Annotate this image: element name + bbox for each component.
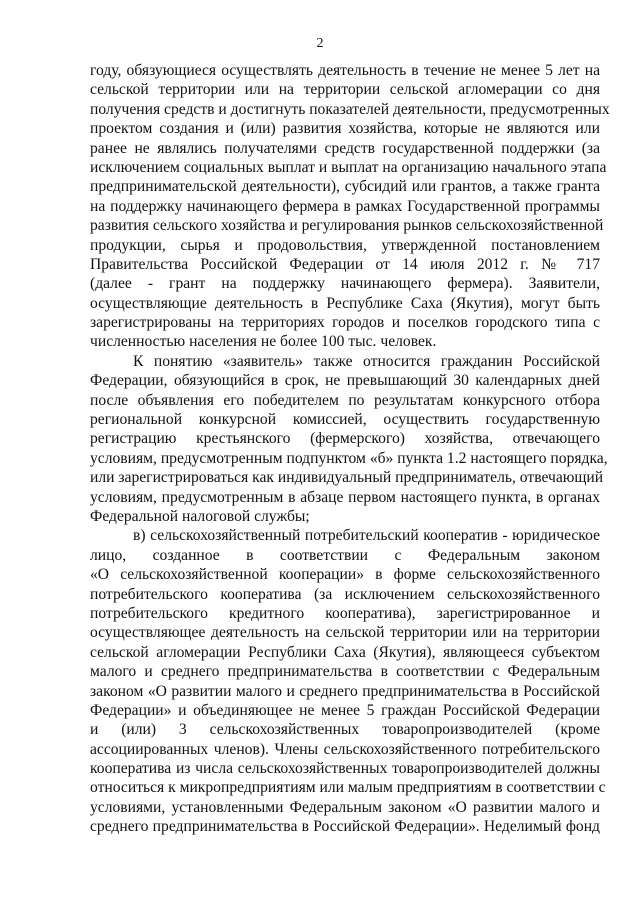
- text-line: региональной конкурсной комиссией, осуществить государственную: [90, 411, 600, 429]
- paragraph: [90, 61, 610, 352]
- text-line: осуществляющее деятельность на сельской территории или на территории: [90, 624, 600, 642]
- text-line: сельской агломерации Республики Саха (Якутия), являющееся субъектом: [90, 643, 600, 661]
- text-line: в) сельскохозяйственный потребительский кооператив - юридическое: [133, 527, 600, 545]
- text-line: осуществляющие деятельность в Республике Саха (Якутия), могут быть: [90, 294, 600, 312]
- text-line: регистрацию крестьянского (фермерского) хозяйства, отвечающего: [90, 430, 600, 448]
- text-line: ассоциированных членов). Члены сельскохозяйственного потребительского: [90, 740, 600, 758]
- text-line: условиям, предусмотренным в абзаце первом настоящего пункта, в органах: [90, 488, 600, 506]
- text-line: году, обязующиеся осуществлять деятельность в течение не менее 5 лет на: [90, 62, 600, 79]
- text-line: «О сельскохозяйственной кооперации» в форме сельскохозяйственного: [90, 566, 600, 584]
- text-line: К понятию «заявитель» также относится гражданин Российской: [133, 352, 600, 370]
- paragraph: [90, 352, 608, 527]
- text-line: на поддержку начинающего фермера в рамках Государственной программы: [90, 197, 600, 215]
- text-line: потребительского кооператива (за исключением сельскохозяйственного: [90, 585, 600, 603]
- text-line: предпринимательской деятельности), субсидий или грантов, а также гранта: [90, 178, 600, 196]
- text-line: развития сельского хозяйства и регулирования рынков сельскохозяйственной: [90, 217, 604, 235]
- text-line: Федеральной налоговой службы;: [90, 507, 310, 525]
- text-line: и (или) 3 сельскохозяйственных товаропроизводителей (кроме: [90, 721, 600, 739]
- text-line: потребительского кредитного кооператива), зарегистрированное и: [90, 604, 600, 622]
- text-line: ранее не являлись получателями средств государственной поддержки (за: [90, 139, 600, 157]
- text-line: законом «О развитии малого и среднего предпринимательства в Российской: [90, 682, 600, 700]
- text-line: среднего предпринимательства в Российской Федерации». Неделимый фонд: [90, 818, 600, 836]
- text-line: после объявления его победителем по результатам конкурсного отбора: [90, 391, 600, 409]
- page-number: 2: [316, 36, 324, 51]
- text-line: исключением социальных выплат и выплат на организацию начального этапа: [90, 158, 607, 176]
- text-line: зарегистрированы на территориях городов и поселков городского типа с: [90, 314, 600, 332]
- text-line: или зарегистрироваться как индивидуальный предприниматель, отвечающий: [90, 469, 604, 487]
- text-line: проектом создания и (или) развития хозяйства, которые не являются или: [90, 120, 600, 138]
- text-line: (далее - грант на поддержку начинающего фермера). Заявители,: [90, 275, 600, 293]
- text-line: относиться к микропредприятиям или малым предприятиям в соответствии с: [90, 779, 606, 797]
- text-line: Федерации» и объединяющее не менее 5 граждан Российской Федерации: [90, 701, 600, 719]
- paragraph: [90, 526, 606, 836]
- text-line: продукции, сырья и продовольствия, утвержденной постановлением: [90, 236, 600, 254]
- text-line: условиями, установленными Федеральным законом «О развитии малого и: [90, 798, 600, 816]
- text-line: Федерации, обязующийся в срок, не превышающий 30 календарных дней: [90, 372, 600, 390]
- document-body: [90, 61, 610, 837]
- text-line: условиям, предусмотренным подпунктом «б» пункта 1.2 настоящего порядка,: [90, 449, 608, 467]
- text-line: Правительства Российской Федерации от 14 июля 2012 г. № 717: [90, 255, 600, 273]
- text-line: сельской территории или на территории сельской агломерации со дня: [90, 81, 600, 99]
- text-line: кооператива из числа сельскохозяйственных товаропроизводителей должны: [90, 760, 600, 778]
- text-line: лицо, созданное в соответствии с Федеральным законом: [90, 546, 600, 564]
- text-line: получения средств и достигнуть показателей деятельности, предусмотренных: [90, 100, 610, 118]
- text-line: малого и среднего предпринимательства в соответствии с Федеральным: [90, 663, 600, 681]
- text-line: численностью населения не более 100 тыс. человек.: [90, 333, 437, 351]
